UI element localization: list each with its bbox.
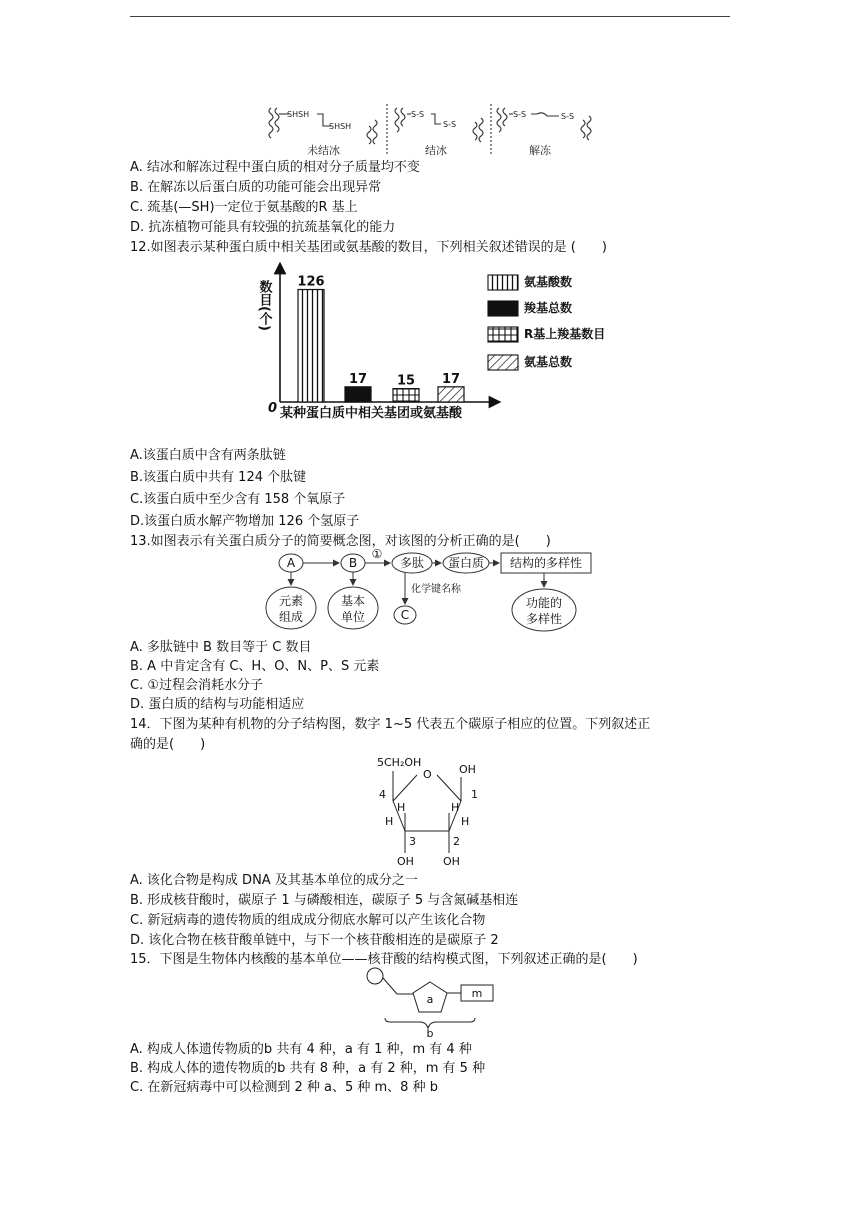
node-b-label: B xyxy=(348,556,358,570)
legend-label-4: 氨基总数 xyxy=(524,355,573,369)
legend-swatch-1 xyxy=(488,275,518,290)
bar-4 xyxy=(438,387,464,402)
q14-option-b: B. 形成核苷酸时，碳原子 1 与磷酸相连，碳原子 5 与含氮碱基相连 xyxy=(130,893,519,908)
bar-value-label-2: 17 xyxy=(348,371,368,387)
q12-option-c: C.该蛋白质中至少含有 158 个氧原子 xyxy=(130,492,346,507)
q13-option-a: A. 多肽链中 B 数目等于 C 数目 xyxy=(130,640,312,655)
q14-option-a: A. 该化合物是构成 DNA 及其基本单位的成分之一 xyxy=(130,873,418,888)
label-a: a xyxy=(426,993,434,1006)
q12-option-a: A.该蛋白质中含有两条肽链 xyxy=(130,448,286,463)
ring-oxygen-label: O xyxy=(423,768,432,781)
q11-option-c: C. 巯基(—SH)一定位于氨基酸的R 基上 xyxy=(130,200,358,215)
nucleotide-diagram xyxy=(365,966,500,1038)
q12-option-d: D.该蛋白质水解产物增加 126 个氢原子 xyxy=(130,514,360,529)
q15-option-b: B. 构成人体的遗传物质的b 共有 8 种，a 有 2 种，m 有 5 种 xyxy=(130,1061,486,1076)
node-unit-label-1: 基本 xyxy=(340,594,366,608)
c1-h-label: H xyxy=(451,801,460,814)
step-1-label: ① xyxy=(371,548,383,561)
c1-number: 1 xyxy=(471,788,478,801)
q11-option-a: A. 结冰和解冻过程中蛋白质的相对分子质量均不变 xyxy=(130,160,420,175)
q14-option-c: C. 新冠病毒的遗传物质的组成成分彻底水解可以产生该化合物 xyxy=(130,913,486,928)
bond-label-ss-4: S-S xyxy=(561,112,575,121)
node-structure-label: 结构的多样性 xyxy=(509,556,583,570)
q13-stem: 13.如图表示有关蛋白质分子的简要概念图，对该图的分析正确的是( ) xyxy=(130,534,551,549)
y-axis-label: 数目(个) xyxy=(256,280,272,331)
label-m: m xyxy=(471,987,483,1000)
phosphate-circle xyxy=(367,968,383,984)
protein-concept-map xyxy=(255,548,600,636)
legend-swatch-4 xyxy=(488,355,518,370)
q12-stem: 12.如图表示某种蛋白质中相关基团或氨基酸的数目，下列相关叙述错误的是 ( ) xyxy=(130,240,607,255)
bar-value-label-4: 17 xyxy=(441,371,461,387)
node-elements-label-2: 组成 xyxy=(278,610,304,624)
header-rule xyxy=(130,16,730,17)
q13-option-b: B. A 中肯定含有 C、H、O、N、P、S 元素 xyxy=(130,659,380,674)
node-a-label: A xyxy=(286,556,296,570)
c3-oh-label: OH xyxy=(397,855,414,868)
c4-h-label: H xyxy=(397,801,406,814)
bar-value-label-3: 15 xyxy=(396,373,416,389)
legend-label-2: 羧基总数 xyxy=(524,301,573,315)
q11-option-b: B. 在解冻以后蛋白质的功能可能会出现异常 xyxy=(130,180,382,195)
node-peptide-label: 多肽 xyxy=(399,556,425,570)
c4-number: 4 xyxy=(379,788,386,801)
c2-number: 2 xyxy=(453,835,460,848)
bar-chart xyxy=(250,260,630,425)
c5-ch2oh-label: 5CH₂OH xyxy=(377,756,422,769)
x-axis-label: 某种蛋白质中相关基团或氨基酸 xyxy=(280,406,463,421)
q14-stem-line-1: 14．下图为某种有机物的分子结构图，数字 1~5 代表五个碳原子相应的位置。下列叙述正 xyxy=(130,717,651,732)
q15-stem: 15．下图是生物体内核酸的基本单位——核苷酸的结构模式图，下列叙述正确的是( ) xyxy=(130,952,638,967)
label-b: b xyxy=(426,1027,434,1038)
q13-option-c: C. ①过程会消耗水分子 xyxy=(130,678,263,693)
origin-label: 0 xyxy=(268,401,278,416)
label-thawed: 解冻 xyxy=(529,144,551,157)
q14-option-d: D. 该化合物在核苷酸单链中，与下一个核苷酸相连的是碳原子 2 xyxy=(130,933,499,948)
bar-1 xyxy=(298,290,324,403)
bar-2 xyxy=(345,387,371,402)
c2-h-label: H xyxy=(461,815,470,828)
label-unfrozen: 未结冰 xyxy=(307,144,340,157)
legend-swatch-2 xyxy=(488,301,518,316)
bond-label-sh-1: SHSH xyxy=(287,110,310,119)
bar-value-label-1: 126 xyxy=(297,274,325,290)
label-frozen: 结冰 xyxy=(425,144,447,157)
node-elements-label-1: 元素 xyxy=(278,594,304,608)
protein-freeze-figure xyxy=(265,100,595,160)
q13-option-d: D. 蛋白质的结构与功能相适应 xyxy=(130,697,305,712)
node-protein-label: 蛋白质 xyxy=(447,556,485,570)
ribose-structure xyxy=(375,753,490,869)
q14-stem-line-2: 确的是( ) xyxy=(130,737,206,752)
c2-oh-label: OH xyxy=(443,855,460,868)
node-function-label-2: 多样性 xyxy=(525,612,563,626)
bond-label-ss-2: S-S xyxy=(443,120,457,129)
q15-option-c: C. 在新冠病毒中可以检测到 2 种 a、5 种 m、8 种 b xyxy=(130,1080,438,1095)
legend-label-1: 氨基酸数 xyxy=(524,275,573,289)
q15-option-a: A. 构成人体遗传物质的b 共有 4 种，a 有 1 种，m 有 4 种 xyxy=(130,1042,472,1057)
legend-swatch-3 xyxy=(488,327,518,342)
bond-label-ss-3: S-S xyxy=(513,110,527,119)
q11-option-d: D. 抗冻植物可能具有较强的抗巯基氧化的能力 xyxy=(130,220,396,235)
bond-label-ss-1: S-S xyxy=(411,110,425,119)
bond-label-sh-2: SHSH xyxy=(329,122,352,131)
node-unit-label-2: 单位 xyxy=(340,610,366,624)
bond-name-label: 化学键名称 xyxy=(411,584,461,595)
c3-number: 3 xyxy=(409,835,416,848)
legend-label-3: R基上羧基数目 xyxy=(524,327,606,341)
c3-h-label: H xyxy=(385,815,394,828)
node-function-label-1: 功能的 xyxy=(525,596,563,610)
node-c-label: C xyxy=(400,608,410,622)
q12-option-b: B.该蛋白质中共有 124 个肽键 xyxy=(130,470,307,485)
bar-3 xyxy=(393,389,419,402)
c1-oh-label: OH xyxy=(459,763,476,776)
